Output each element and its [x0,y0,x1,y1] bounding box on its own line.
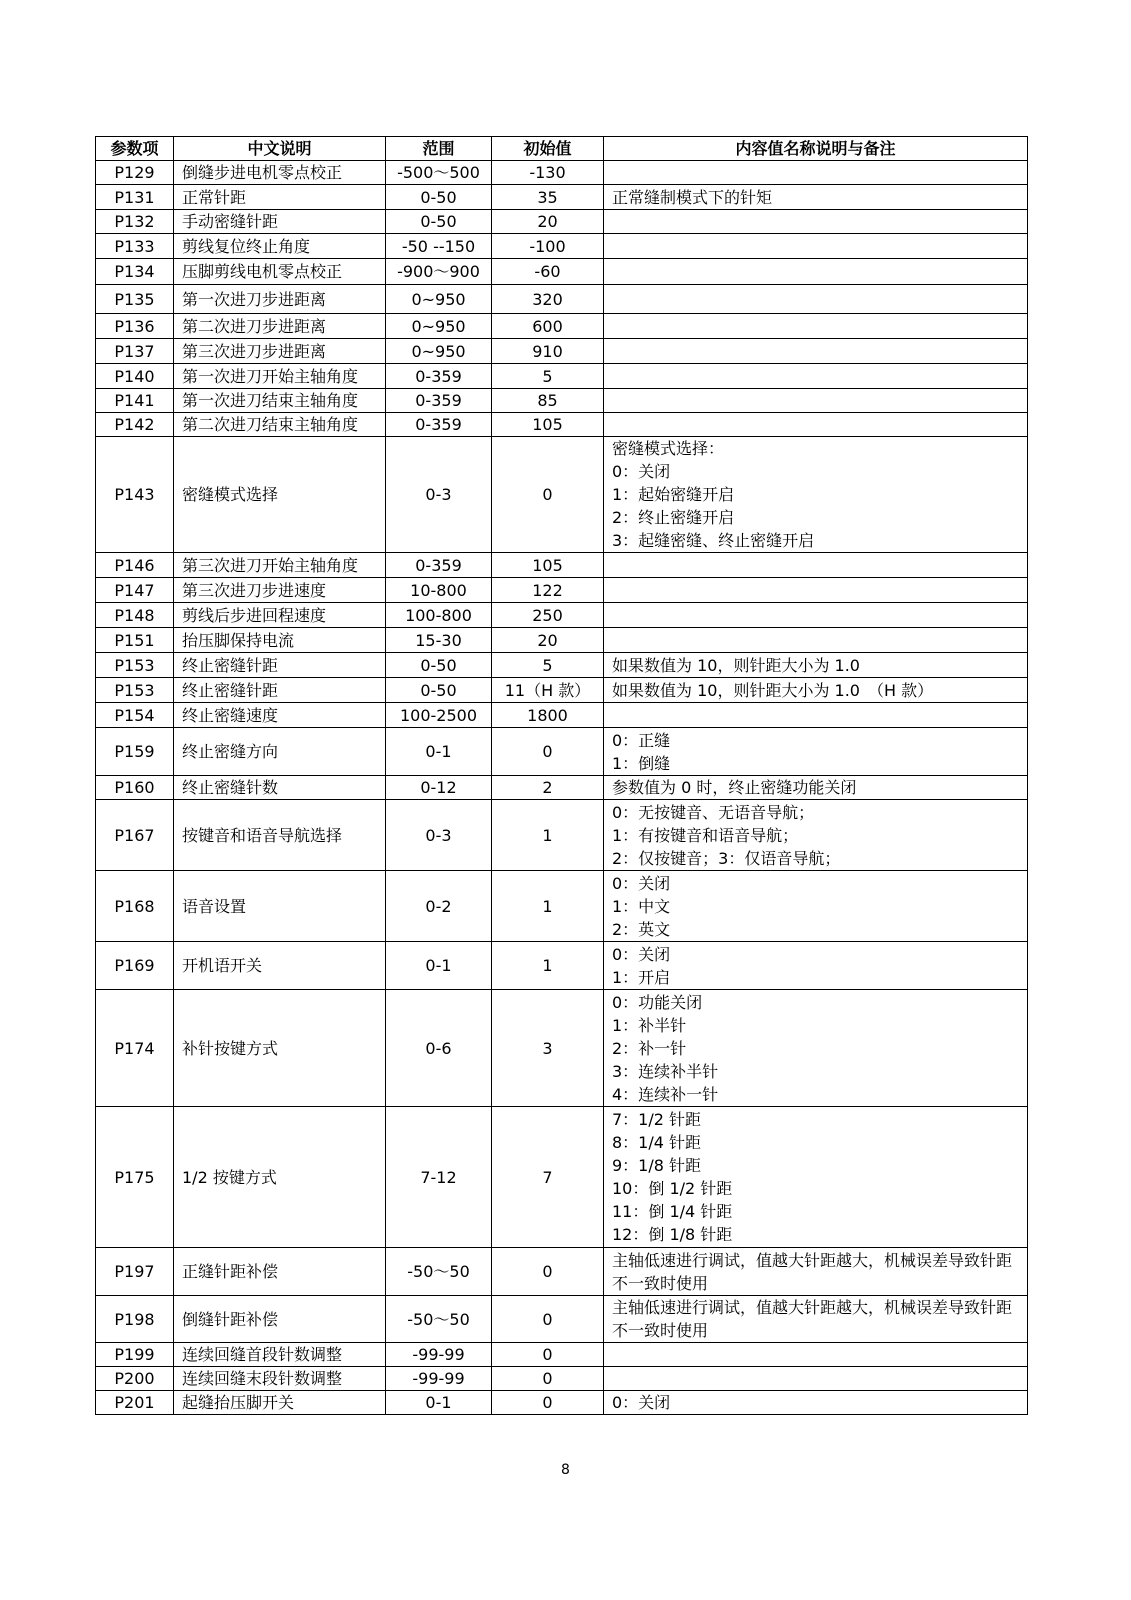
note-line: 3：起缝密缝、终止密缝开启 [612,531,815,550]
desc-cell: 第一次进刀结束主轴角度 [174,389,386,413]
notes-cell [604,364,1028,389]
param-cell: P142 [96,413,174,437]
param-cell: P200 [96,1367,174,1391]
range-cell: 0-12 [386,776,492,800]
note-line: 7：1/2 针距 [612,1110,702,1129]
notes-cell [604,776,1028,800]
desc-cell: 第三次进刀步进速度 [174,578,386,603]
table-row [96,339,1028,364]
table-row [96,1107,1028,1248]
range-cell: 0-359 [386,389,492,413]
init-cell: 600 [492,314,604,339]
table-row [96,437,1028,553]
table-row [96,942,1028,990]
param-cell: P168 [96,871,174,942]
table-row [96,553,1028,578]
init-cell: 0 [492,1343,604,1367]
desc-cell: 第一次进刀开始主轴角度 [174,364,386,389]
notes-cell [604,942,1028,990]
init-cell: 0 [492,1296,604,1343]
init-cell: 20 [492,210,604,234]
table-row [96,800,1028,871]
notes-cell [604,1248,1028,1296]
table-row [96,603,1028,628]
desc-cell: 终止密缝针距 [174,678,386,703]
notes-cell [604,728,1028,776]
notes-cell [604,800,1028,871]
note-line: 0：关闭 [612,1393,671,1412]
notes-cell [604,871,1028,942]
table-row [96,314,1028,339]
range-cell: 0-50 [386,678,492,703]
notes-cell [604,210,1028,234]
notes-cell [604,990,1028,1107]
desc-cell: 按键音和语音导航选择 [174,800,386,871]
desc-cell: 第一次进刀步进距离 [174,285,386,314]
parameter-table [95,136,1028,1415]
note-line: 0：关闭 [612,944,671,964]
notes-cell [604,578,1028,603]
notes-cell [604,628,1028,653]
table-header-row [96,137,1028,161]
note-line: 0：功能关闭 [612,992,703,1012]
param-cell: P167 [96,800,174,871]
param-cell: P148 [96,603,174,628]
init-cell: 0 [492,437,604,553]
notes-cell [604,339,1028,364]
init-cell: 250 [492,603,604,628]
table-row [96,578,1028,603]
range-cell: 0-6 [386,990,492,1107]
range-cell: -50～50 [386,1248,492,1296]
table-row [96,389,1028,413]
header-desc: 中文说明 [174,137,386,161]
range-cell: 0~950 [386,339,492,364]
param-cell: P201 [96,1391,174,1415]
note-line: 主轴低速进行调试，值越大针距越大，机械误差导致针距不一致时使用 [612,1250,1013,1293]
param-cell: P140 [96,364,174,389]
desc-cell: 第二次进刀步进距离 [174,314,386,339]
init-cell: 320 [492,285,604,314]
note-line: 参数值为 0 时，终止密缝功能关闭 [612,778,857,797]
desc-cell: 终止密缝速度 [174,703,386,728]
range-cell: -99-99 [386,1343,492,1367]
param-cell: P199 [96,1343,174,1367]
note-line: 1：开启 [612,967,671,987]
note-line: 11：倒 1/4 针距 [612,1202,733,1221]
note-line: 1：有按键音和语音导航； [612,825,799,845]
range-cell: 0-359 [386,553,492,578]
notes-cell [604,1391,1028,1415]
param-cell: P141 [96,389,174,413]
note-line: 0：无按键音、无语音导航； [612,802,815,822]
note-line: 2：补一针 [612,1038,687,1058]
note-line: 正常缝制模式下的针矩 [612,187,773,207]
desc-cell: 开机语开关 [174,942,386,990]
param-cell: P135 [96,285,174,314]
table-row [96,234,1028,259]
param-cell: P169 [96,942,174,990]
desc-cell: 第三次进刀开始主轴角度 [174,553,386,578]
init-cell: 2 [492,776,604,800]
param-cell: P133 [96,234,174,259]
desc-cell: 连续回缝末段针数调整 [174,1367,386,1391]
table-row [96,185,1028,210]
init-cell: 1 [492,800,604,871]
range-cell: -500～500 [386,161,492,185]
table-row [96,1391,1028,1415]
init-cell: 122 [492,578,604,603]
init-cell: 11（H 款） [492,678,604,703]
note-line: 4：连续补一针 [612,1084,719,1104]
notes-cell [604,185,1028,210]
notes-cell [604,314,1028,339]
table-row [96,161,1028,185]
init-cell: 5 [492,653,604,678]
range-cell: 0-1 [386,942,492,990]
table-row [96,1248,1028,1296]
table-row [96,413,1028,437]
note-line: 0：关闭 [612,462,671,481]
note-line: 2：仅按键音；3：仅语音导航； [612,848,841,868]
desc-cell: 第二次进刀结束主轴角度 [174,413,386,437]
param-cell: P129 [96,161,174,185]
table-row [96,728,1028,776]
param-cell: P131 [96,185,174,210]
init-cell: 105 [492,553,604,578]
table-row [96,990,1028,1107]
desc-cell: 正常针距 [174,185,386,210]
param-cell: P137 [96,339,174,364]
note-line: 1：补半针 [612,1015,687,1035]
notes-cell [604,703,1028,728]
init-cell: 7 [492,1107,604,1248]
notes-cell [604,413,1028,437]
desc-cell: 剪线复位终止角度 [174,234,386,259]
range-cell: -900～900 [386,259,492,285]
notes-cell [604,1367,1028,1391]
note-line: 3：连续补半针 [612,1061,719,1081]
param-cell: P147 [96,578,174,603]
init-cell: 1 [492,871,604,942]
table-row [96,259,1028,285]
note-line: 2：英文 [612,919,671,939]
desc-cell: 第三次进刀步进距离 [174,339,386,364]
table-row [96,1367,1028,1391]
range-cell: 0-50 [386,185,492,210]
param-cell: P175 [96,1107,174,1248]
notes-cell [604,1343,1028,1367]
note-line: 1：倒缝 [612,753,671,773]
range-cell: 0~950 [386,314,492,339]
range-cell: 0~950 [386,285,492,314]
init-cell: 35 [492,185,604,210]
param-cell: P153 [96,678,174,703]
notes-cell [604,678,1028,703]
param-cell: P174 [96,990,174,1107]
init-cell: 0 [492,1248,604,1296]
table-row [96,1296,1028,1343]
desc-cell: 压脚剪线电机零点校正 [174,259,386,285]
desc-cell: 正缝针距补偿 [174,1248,386,1296]
desc-cell: 抬压脚保持电流 [174,628,386,653]
desc-cell: 密缝模式选择 [174,437,386,553]
table-row [96,871,1028,942]
desc-cell: 手动密缝针距 [174,210,386,234]
note-line: 0：关闭 [612,873,671,893]
range-cell: 0-2 [386,871,492,942]
desc-cell: 起缝抬压脚开关 [174,1391,386,1415]
page-number: 8 [561,1462,570,1478]
init-cell: 0 [492,1391,604,1415]
table-row [96,678,1028,703]
note-line: 2：终止密缝开启 [612,508,735,527]
note-line: 8：1/4 针距 [612,1133,702,1152]
note-line: 如果数值为 10，则针距大小为 1.0 [612,655,860,675]
range-cell: 0-50 [386,653,492,678]
init-cell: 3 [492,990,604,1107]
range-cell: 0-3 [386,800,492,871]
init-cell: -100 [492,234,604,259]
table-row [96,1343,1028,1367]
notes-cell [604,1296,1028,1343]
desc-cell: 语音设置 [174,871,386,942]
param-cell: P136 [96,314,174,339]
param-cell: P198 [96,1296,174,1343]
desc-cell: 倒缝步进电机零点校正 [174,161,386,185]
range-cell: -50～50 [386,1296,492,1343]
init-cell: -60 [492,259,604,285]
init-cell: 20 [492,628,604,653]
table-row [96,776,1028,800]
table-body [96,161,1028,1415]
header-param: 参数项 [96,137,174,161]
note-line: 主轴低速进行调试，值越大针距越大，机械误差导致针距不一致时使用 [612,1298,1013,1340]
range-cell: 10-800 [386,578,492,603]
notes-cell [604,259,1028,285]
init-cell: 5 [492,364,604,389]
range-cell: 100-800 [386,603,492,628]
note-line: 密缝模式选择： [612,439,725,458]
param-cell: P153 [96,653,174,678]
range-cell: 0-1 [386,1391,492,1415]
param-cell: P197 [96,1248,174,1296]
init-cell: 910 [492,339,604,364]
table-row [96,210,1028,234]
init-cell: 0 [492,1367,604,1391]
header-notes: 内容值名称说明与备注 [604,137,1028,161]
desc-cell: 倒缝针距补偿 [174,1296,386,1343]
param-cell: P146 [96,553,174,578]
note-line: 12：倒 1/8 针距 [612,1225,733,1244]
notes-cell [604,161,1028,185]
notes-cell [604,389,1028,413]
table-row [96,364,1028,389]
notes-cell [604,1107,1028,1248]
notes-cell [604,603,1028,628]
desc-cell: 连续回缝首段针数调整 [174,1343,386,1367]
param-cell: P160 [96,776,174,800]
param-cell: P132 [96,210,174,234]
note-line: 如果数值为 10，则针距大小为 1.0 （H 款） [612,680,934,700]
range-cell: 0-3 [386,437,492,553]
table-row [96,653,1028,678]
notes-cell [604,437,1028,553]
header-range: 范围 [386,137,492,161]
param-cell: P154 [96,703,174,728]
desc-cell: 补针按键方式 [174,990,386,1107]
note-line: 1：起始密缝开启 [612,485,735,504]
table-row [96,628,1028,653]
range-cell: 0-1 [386,728,492,776]
desc-cell: 剪线后步进回程速度 [174,603,386,628]
note-line: 1：中文 [612,896,671,916]
range-cell: -50 --150 [386,234,492,259]
param-cell: P134 [96,259,174,285]
init-cell: 105 [492,413,604,437]
range-cell: 0-359 [386,364,492,389]
notes-cell [604,234,1028,259]
param-cell: P143 [96,437,174,553]
header-init: 初始值 [492,137,604,161]
init-cell: 1800 [492,703,604,728]
notes-cell [604,653,1028,678]
range-cell: 100-2500 [386,703,492,728]
range-cell: 15-30 [386,628,492,653]
range-cell: -99-99 [386,1367,492,1391]
table-row [96,703,1028,728]
range-cell: 7-12 [386,1107,492,1248]
range-cell: 0-359 [386,413,492,437]
desc-cell: 终止密缝方向 [174,728,386,776]
init-cell: 85 [492,389,604,413]
desc-cell: 1/2 按键方式 [174,1107,386,1248]
note-line: 9：1/8 针距 [612,1156,702,1175]
notes-cell [604,553,1028,578]
init-cell: 1 [492,942,604,990]
range-cell: 0-50 [386,210,492,234]
desc-cell: 终止密缝针距 [174,653,386,678]
init-cell: -130 [492,161,604,185]
desc-cell: 终止密缝针数 [174,776,386,800]
table-row [96,285,1028,314]
init-cell: 0 [492,728,604,776]
note-line: 10：倒 1/2 针距 [612,1179,733,1198]
param-cell: P159 [96,728,174,776]
note-line: 0：正缝 [612,730,671,750]
param-cell: P151 [96,628,174,653]
notes-cell [604,285,1028,314]
